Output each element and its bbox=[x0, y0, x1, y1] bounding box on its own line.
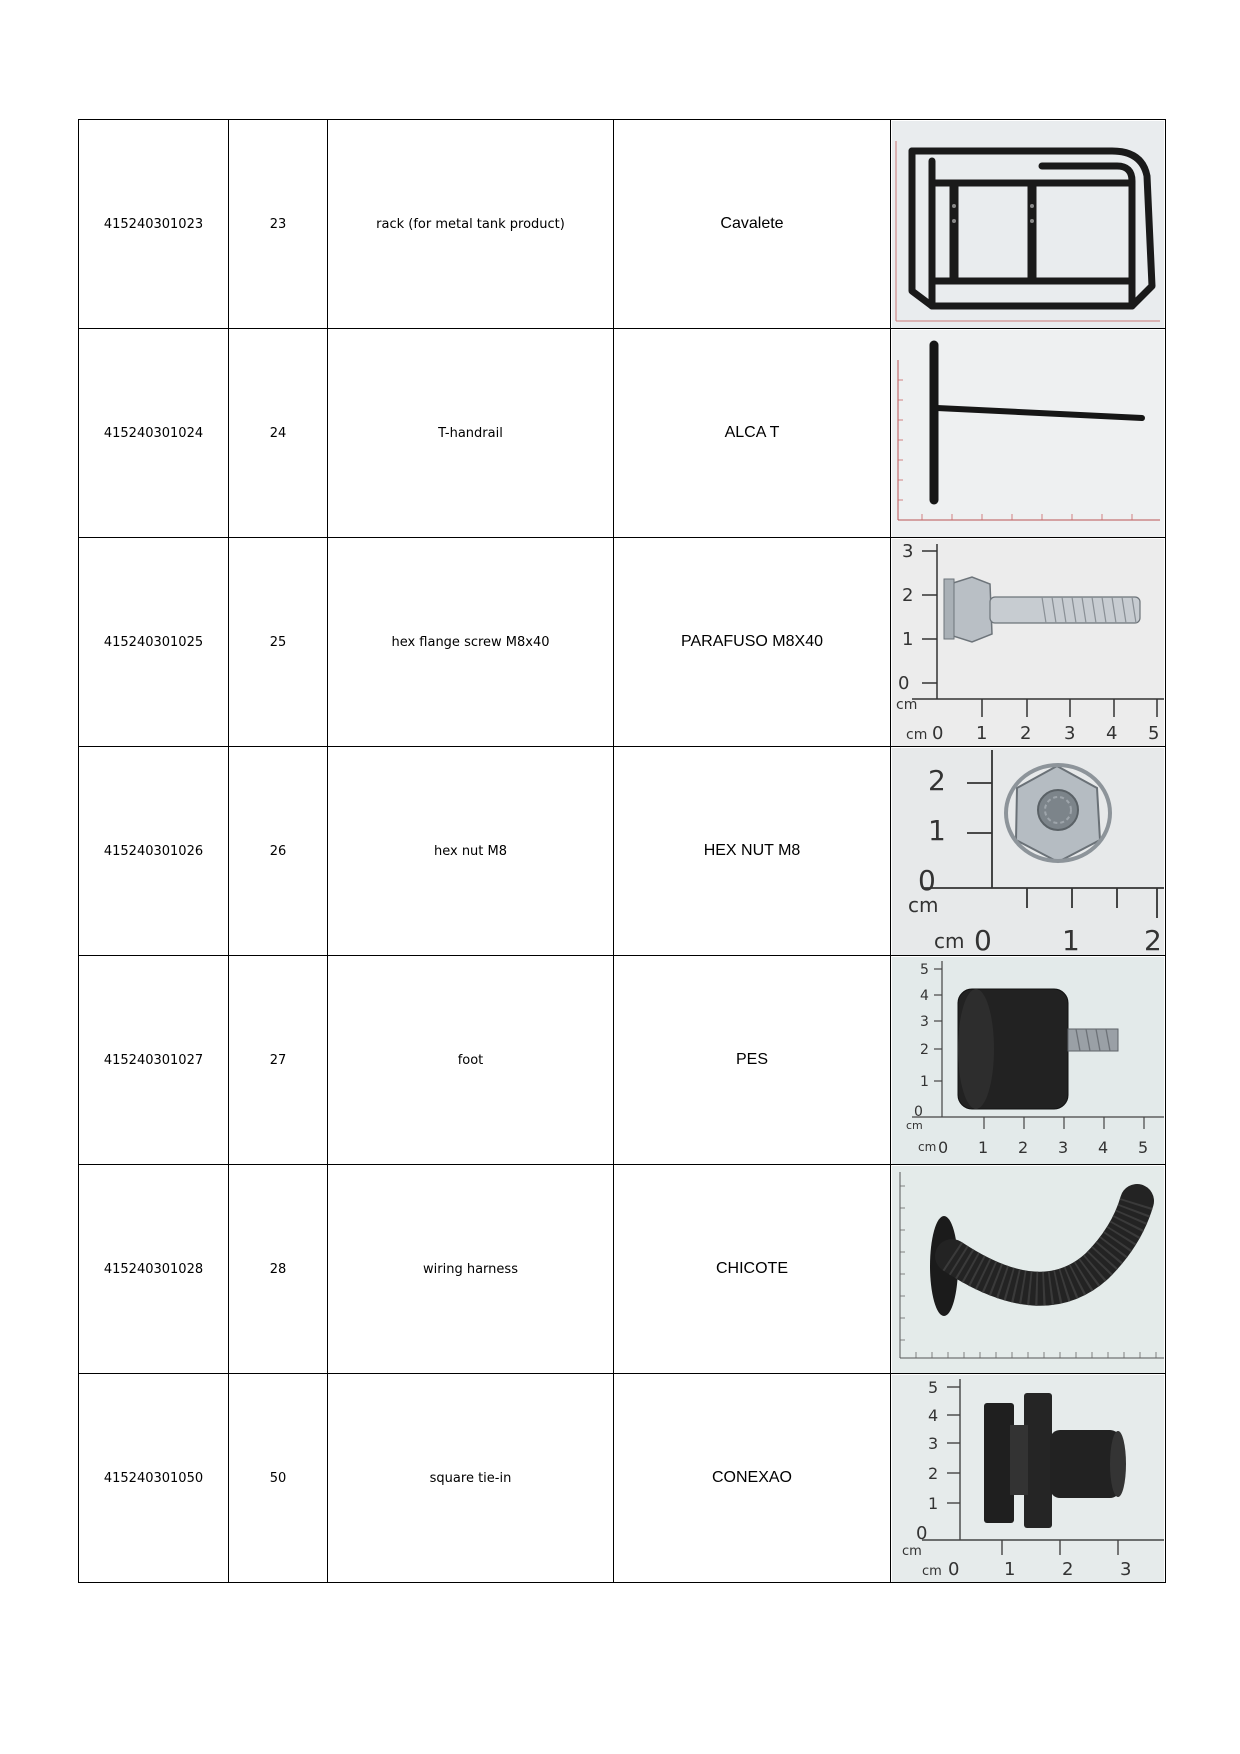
part-name-en: hex flange screw M8x40 bbox=[328, 538, 614, 747]
scale-label: 5 bbox=[928, 1377, 939, 1397]
part-name-pt: CHICOTE bbox=[614, 1165, 891, 1374]
part-code: 415240301050 bbox=[79, 1374, 229, 1583]
scale-label: 0 bbox=[898, 672, 910, 694]
table-row bbox=[79, 120, 1166, 329]
part-code: 415240301026 bbox=[79, 747, 229, 956]
table-row bbox=[79, 956, 1166, 1165]
scale-label: 3 bbox=[1120, 1558, 1132, 1580]
scale-label: 4 bbox=[1098, 1137, 1109, 1157]
scale-label: 2 bbox=[902, 584, 914, 606]
scale-label: 1 bbox=[928, 813, 946, 847]
part-name-pt: HEX NUT M8 bbox=[614, 747, 891, 956]
table-row bbox=[79, 1165, 1166, 1374]
part-code: 415240301027 bbox=[79, 956, 229, 1165]
scale-label: 2 bbox=[1062, 1558, 1074, 1580]
scale-label: 0 bbox=[914, 1103, 923, 1120]
rack-frame-photo bbox=[892, 121, 1164, 328]
scale-label: 1 bbox=[902, 628, 914, 650]
part-photo-cell bbox=[891, 747, 1166, 956]
scale-label: 2 bbox=[1018, 1137, 1029, 1157]
scale-label: 3 bbox=[928, 1433, 939, 1453]
part-name-en: square tie-in bbox=[328, 1374, 614, 1583]
table-row bbox=[79, 538, 1166, 747]
scale-label: cm bbox=[906, 1118, 923, 1132]
scale-label: 3 bbox=[1058, 1137, 1069, 1157]
scale-label: cm bbox=[906, 726, 928, 743]
scale-label: 1 bbox=[1062, 923, 1080, 955]
part-photo-cell bbox=[891, 1374, 1166, 1583]
scale-label: 5 bbox=[1138, 1137, 1149, 1157]
part-name-en: foot bbox=[328, 956, 614, 1165]
part-name-en: rack (for metal tank product) bbox=[328, 120, 614, 329]
part-photo-cell bbox=[891, 120, 1166, 329]
table-row bbox=[79, 329, 1166, 538]
scale-label: 2 bbox=[1020, 722, 1032, 744]
part-number: 23 bbox=[229, 120, 328, 329]
part-name-pt: CONEXAO bbox=[614, 1374, 891, 1583]
scale-label: 1 bbox=[920, 1073, 929, 1090]
part-name-en: wiring harness bbox=[328, 1165, 614, 1374]
part-code: 415240301023 bbox=[79, 120, 229, 329]
scale-label: 4 bbox=[920, 987, 929, 1004]
scale-label: 1 bbox=[1004, 1558, 1016, 1580]
part-number: 26 bbox=[229, 747, 328, 956]
scale-label: cm bbox=[922, 1563, 942, 1579]
scale-label: 3 bbox=[920, 1013, 929, 1030]
table-row bbox=[79, 747, 1166, 956]
part-code: 415240301025 bbox=[79, 538, 229, 747]
hex-nut-photo bbox=[892, 748, 1164, 955]
scale-label: cm bbox=[896, 696, 918, 713]
part-code: 415240301028 bbox=[79, 1165, 229, 1374]
part-name-pt: PES bbox=[614, 956, 891, 1165]
scale-label: 0 bbox=[974, 923, 992, 955]
part-number: 28 bbox=[229, 1165, 328, 1374]
scale-label: 3 bbox=[902, 540, 914, 562]
scale-label: 2 bbox=[920, 1041, 929, 1058]
scale-label: 4 bbox=[1106, 722, 1118, 744]
scale-label: 0 bbox=[918, 863, 936, 897]
square-tie-in-photo bbox=[892, 1375, 1164, 1582]
parts-table bbox=[78, 119, 1166, 1583]
part-photo-cell bbox=[891, 329, 1166, 538]
scale-label: 0 bbox=[938, 1137, 949, 1157]
part-name-pt: ALCA T bbox=[614, 329, 891, 538]
scale-label: 0 bbox=[916, 1522, 928, 1544]
scale-label: 1 bbox=[928, 1493, 939, 1513]
scale-label: 3 bbox=[1064, 722, 1076, 744]
table-row bbox=[79, 1374, 1166, 1583]
scale-label: 5 bbox=[920, 961, 929, 978]
part-name-en: hex nut M8 bbox=[328, 747, 614, 956]
scale-label: 2 bbox=[928, 763, 946, 797]
scale-label: cm bbox=[934, 928, 965, 953]
part-number: 25 bbox=[229, 538, 328, 747]
scale-label: 4 bbox=[928, 1405, 939, 1425]
scale-label: cm bbox=[902, 1543, 922, 1559]
part-name-pt: PARAFUSO M8X40 bbox=[614, 538, 891, 747]
scale-label: 2 bbox=[928, 1463, 939, 1483]
scale-label: 5 bbox=[1148, 722, 1160, 744]
part-number: 50 bbox=[229, 1374, 328, 1583]
part-photo-cell bbox=[891, 538, 1166, 747]
scale-label: 1 bbox=[976, 722, 988, 744]
part-code: 415240301024 bbox=[79, 329, 229, 538]
hex-flange-screw-photo bbox=[892, 539, 1164, 746]
t-handle-photo bbox=[892, 330, 1164, 537]
wiring-harness-photo bbox=[892, 1166, 1164, 1373]
part-number: 24 bbox=[229, 329, 328, 538]
scale-label: 0 bbox=[948, 1558, 960, 1580]
scale-label: cm bbox=[908, 892, 939, 917]
scale-label: cm bbox=[918, 1139, 937, 1154]
part-number: 27 bbox=[229, 956, 328, 1165]
scale-label: 1 bbox=[978, 1137, 989, 1157]
scale-label: 0 bbox=[932, 722, 944, 744]
part-photo-cell bbox=[891, 956, 1166, 1165]
rubber-foot-photo bbox=[892, 957, 1164, 1164]
part-photo-cell bbox=[891, 1165, 1166, 1374]
scale-label: 2 bbox=[1144, 923, 1162, 955]
part-name-en: T-handrail bbox=[328, 329, 614, 538]
part-name-pt: Cavalete bbox=[614, 120, 891, 329]
